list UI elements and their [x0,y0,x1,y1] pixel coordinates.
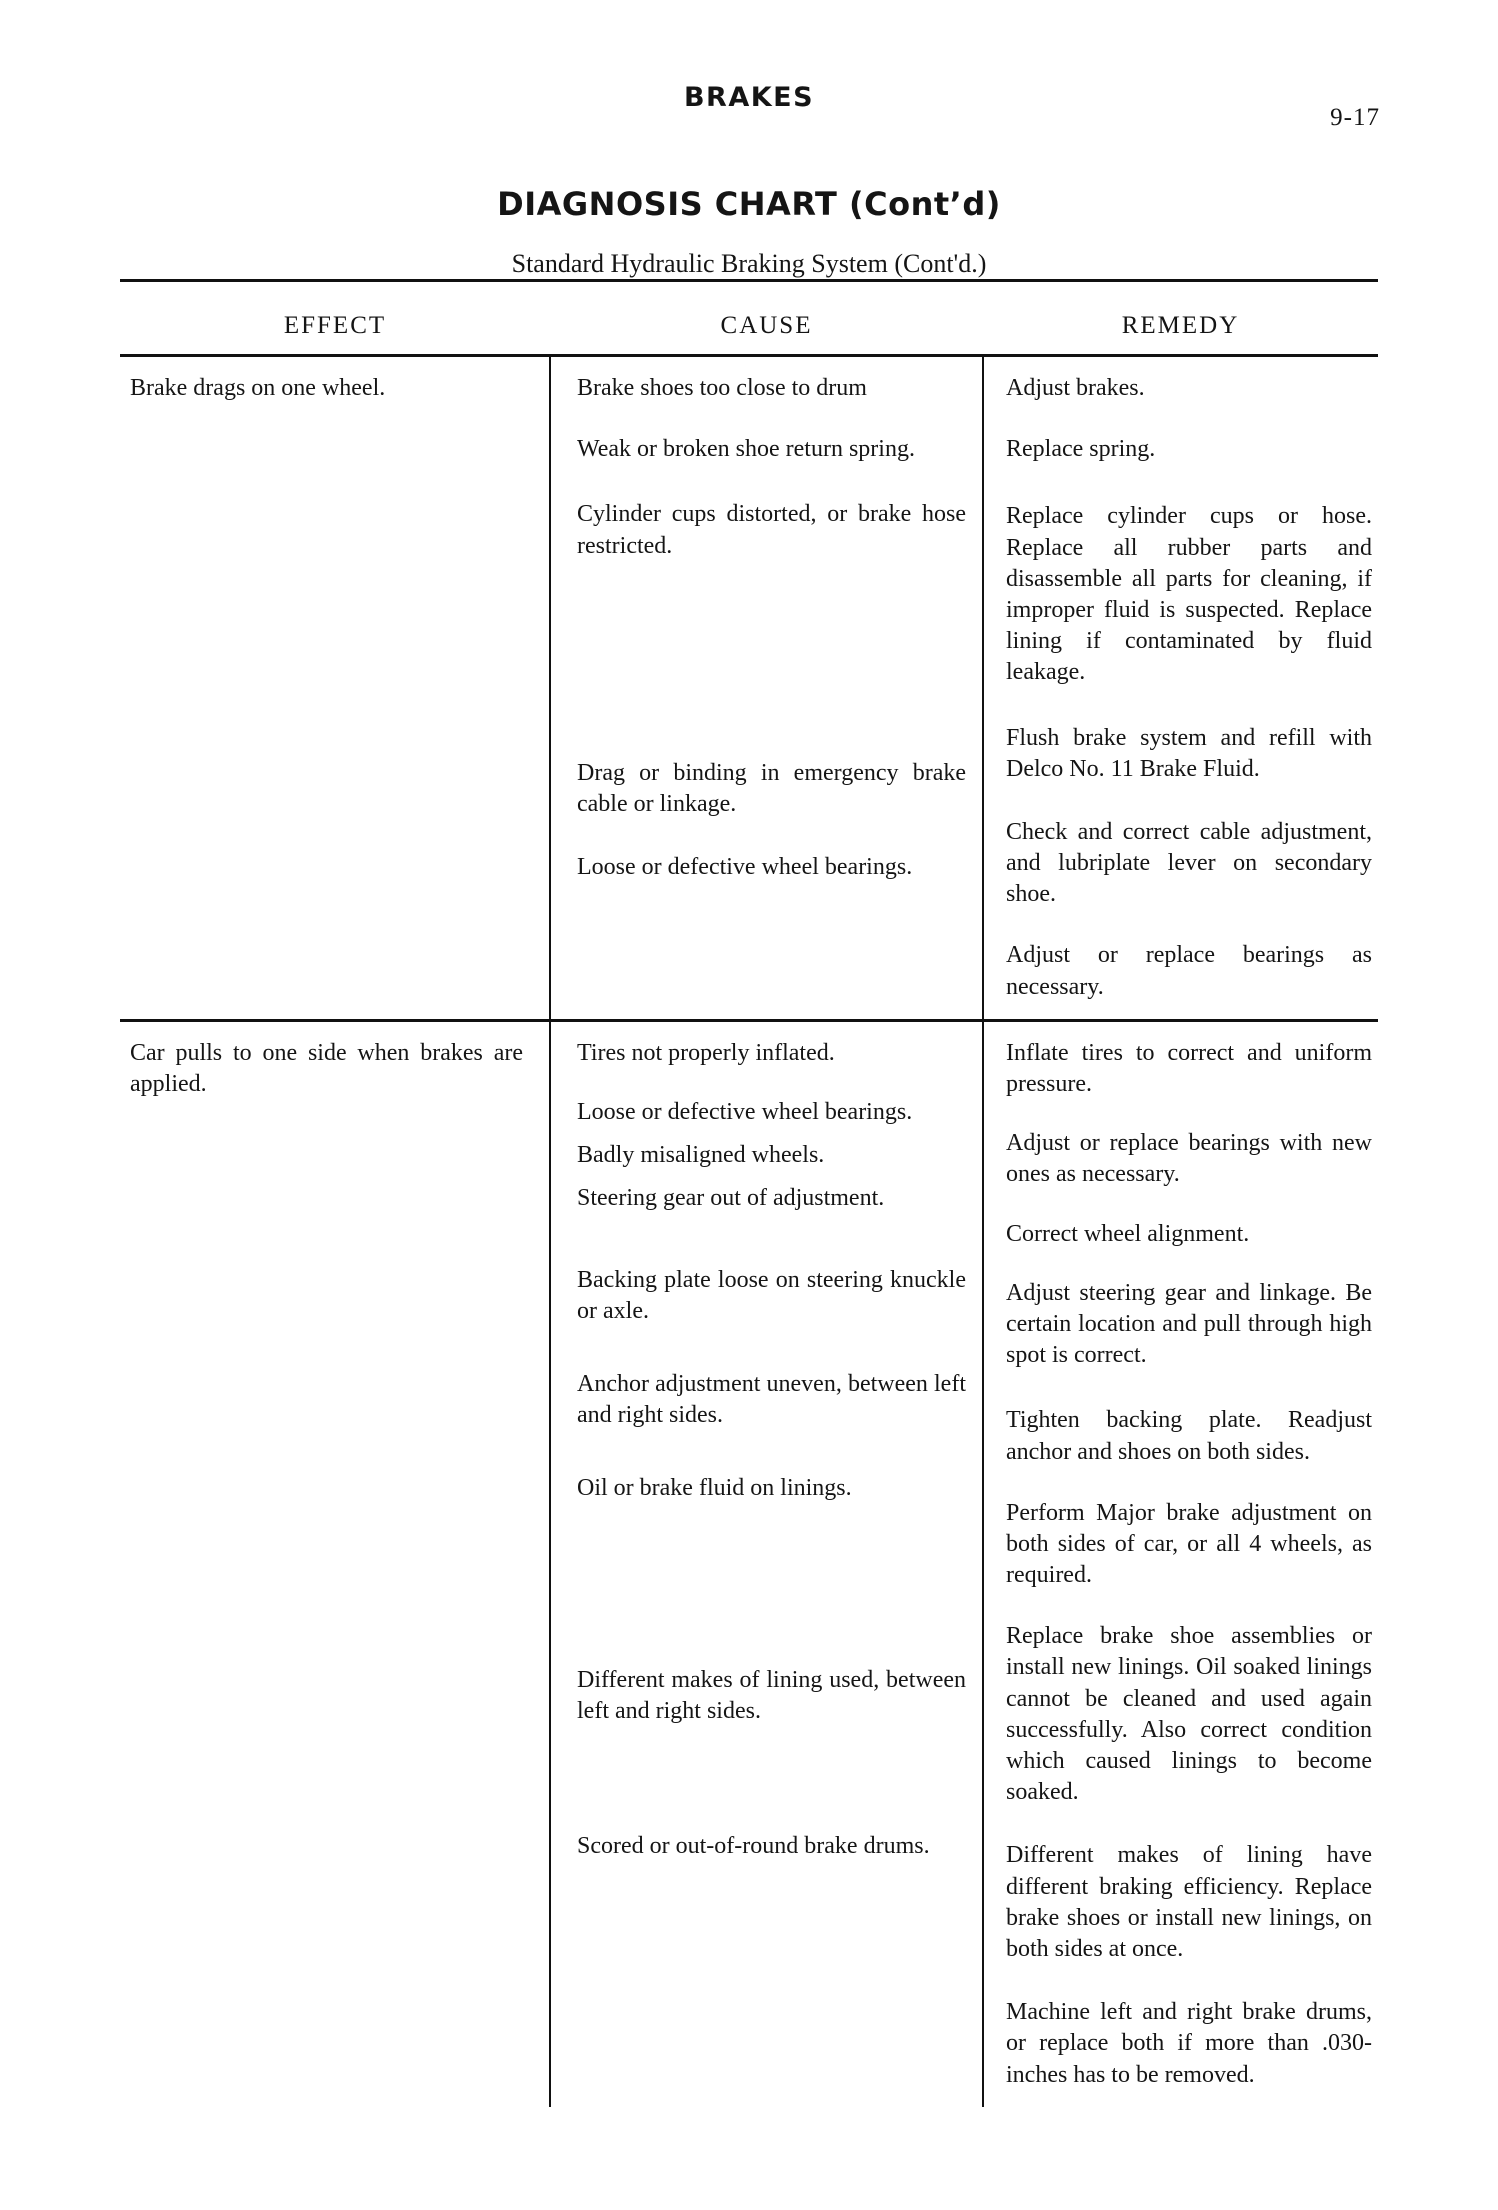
diagnosis-chart-table [120,300,1378,2107]
cause-item: Scored or out-of-round brake drums. [577,1832,930,1859]
remedy-item: Flush brake system and refill with Delco No. 11 Brake Fluid. [1006,724,1372,782]
page-number: 9-17 [1330,104,1380,131]
cause-item: Tires not properly inflated. [577,1039,835,1066]
remedy-item: Adjust or replace bearings as necessary. [1006,942,1372,1000]
document-page [0,82,1498,2210]
cause-cell [550,1022,983,2107]
remedy-item: Adjust brakes. [1006,375,1145,401]
cause-item: Cylinder cups distorted, or brake hose restricted. [577,501,966,559]
section-title: BRAKES [683,82,815,113]
cause-item: Steering gear out of adjustment. [577,1185,885,1212]
effect-text: Brake drags on one wheel. [130,375,386,401]
cause-item: Drag or binding in emergency brake cable or linkage. [577,759,966,817]
cause-item: Backing plate loose on steering knuckle or axle. [577,1266,966,1324]
remedy-item: Perform Major brake adjustment on both sides of car, or all 4 wheels, as required. [1006,1499,1372,1589]
remedy-item: Replace cylinder cups or hose. Replace all rubber parts and disassemble all parts for cleaning, if improper fluid is suspected. Replace lining if contaminated by fluid leakage. [1006,503,1372,686]
cause-item: Badly misaligned wheels. [577,1142,825,1169]
cause-item: Weak or broken shoe return spring. [577,436,915,463]
effect-cell [120,1022,550,2107]
remedy-item: Tighten backing plate. Readjust anchor and shoes on both sides. [1006,1407,1372,1465]
chart-title: DIAGNOSIS CHART (Cont’d) [497,185,1001,223]
remedy-item: Replace spring. [1006,436,1156,463]
column-header-remedy: REMEDY [983,300,1378,356]
column-header-effect: EFFECT [120,300,550,356]
remedy-item: Inflate tires to correct and uniform pressure. [1006,1039,1372,1097]
effect-cell [120,356,550,1021]
remedy-item: Correct wheel alignment. [1006,1220,1250,1247]
table-row [120,356,1378,1021]
remedy-item: Adjust steering gear and linkage. Be certain location and pull through high spot is correct. [1006,1279,1372,1369]
remedy-item: Adjust or replace bearings with new ones as necessary. [1006,1130,1372,1188]
remedy-item: Different makes of lining have different braking efficiency. Replace brake shoes or install new linings, on both sides at once. [1006,1842,1372,1962]
remedy-item: Check and correct cable adjustment, and lubriplate lever on secondary shoe. [1006,818,1372,908]
table-header-row [120,300,1378,356]
remedy-item: Machine left and right brake drums, or replace both if more than .030-inches has to be removed. [1006,1999,1372,2088]
effect-text: Car pulls to one side when brakes are applied. [130,1039,523,1097]
cause-item: Loose or defective wheel bearings. [577,1099,913,1125]
cause-item: Different makes of lining used, between left and right sides. [577,1666,966,1724]
cause-item: Oil or brake fluid on linings. [577,1475,852,1502]
remedy-item: Replace brake shoe assemblies or install new linings. Oil soaked linings cannot be cleaned and used again successfully. Also correct condition which caused linings to become soaked. [1006,1623,1372,1806]
table-top-rule [120,279,1378,282]
cause-item: Loose or defective wheel bearings. [577,854,913,881]
cause-item: Anchor adjustment uneven, between left and right sides. [577,1370,966,1429]
chart-subtitle: Standard Hydraulic Braking System (Cont'd.) [511,249,987,278]
column-header-cause: CAUSE [550,300,983,356]
cause-item: Brake shoes too close to drum [577,375,867,401]
cause-cell [550,356,983,1021]
table-row [120,1022,1378,2107]
remedy-cell [983,356,1378,1021]
remedy-cell [983,1022,1378,2107]
